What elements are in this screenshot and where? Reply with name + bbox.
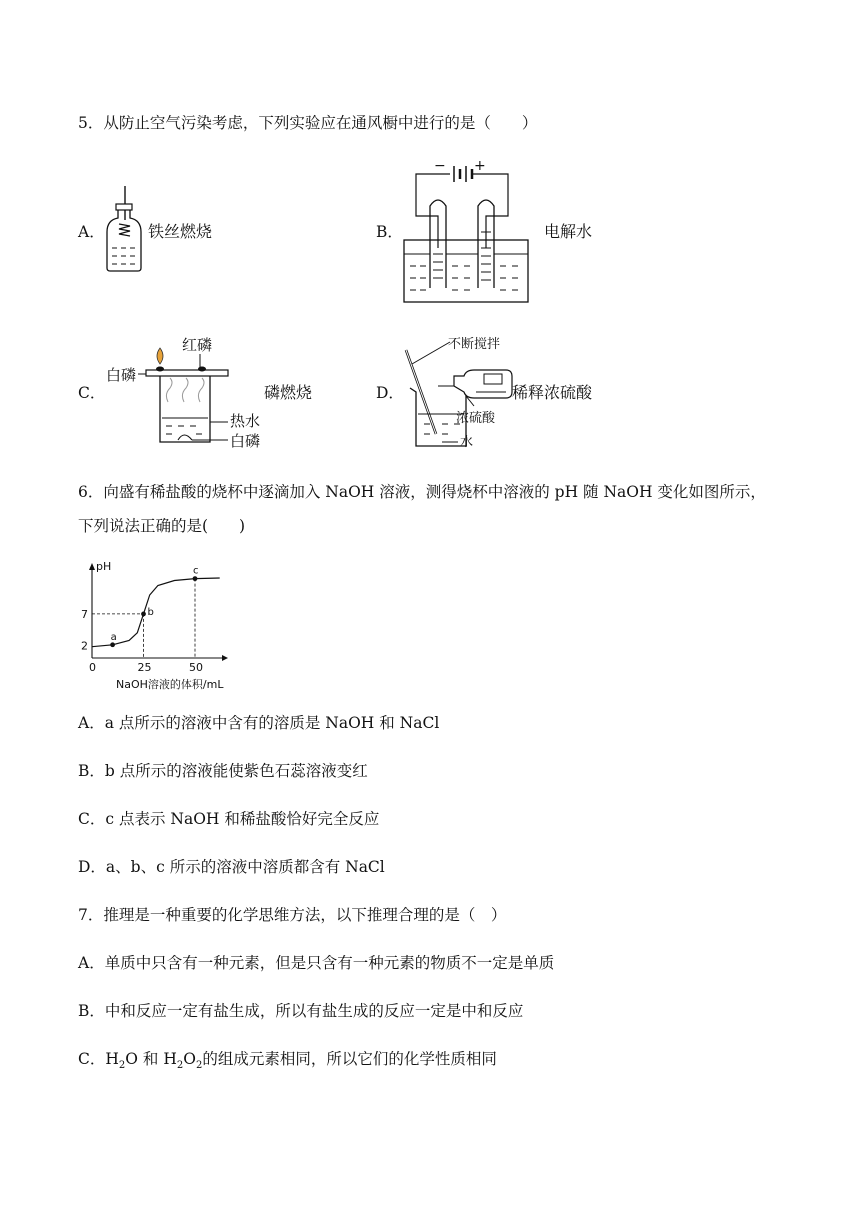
q5-option-a-letter: A． (78, 223, 105, 241)
water-label: 水 (460, 435, 474, 450)
water-electrolysis-figure (402, 158, 534, 304)
q5-option-c-caption: 磷燃烧 (264, 383, 313, 402)
ph-curve-chart (76, 556, 236, 696)
q7-stem: 7．推理是一种重要的化学思维方法，以下推理合理的是（ ） (78, 906, 507, 924)
point-label-a: a (110, 631, 117, 643)
phosphorus-combustion-figure (104, 330, 284, 452)
q5-option-d-letter: D． (376, 384, 404, 402)
q7-c-sub3: 2 (195, 1060, 203, 1072)
q6-stem-line1: 6．向盛有稀盐酸的烧杯中逐滴加入 NaOH 溶液，测得烧杯中溶液的 pH 随 NaOH 变化如图所示， (78, 483, 766, 501)
point-label-b: b (147, 606, 154, 618)
q7-c-suffix: 的组成元素相同，所以它们的化学性质相同 (202, 1050, 497, 1068)
chart-ylabel: pH (96, 560, 112, 573)
q5-option-c-letter: C． (78, 384, 106, 402)
hot-water-label: 热水 (230, 412, 261, 430)
q7-option-b: B．中和反应一定有盐生成，所以有盐生成的反应一定是中和反应 (78, 1002, 524, 1020)
white-phosphorus-bottom-label: 白磷 (230, 432, 261, 450)
y-tick-label: 7 (81, 607, 88, 621)
point-b (141, 612, 146, 617)
x-axis-arrow (222, 655, 228, 661)
q6-option-d: D．a、b、c 所示的溶液中溶质都含有 NaCl (78, 858, 385, 876)
white-phosphorus-top-label: 白磷 (106, 366, 137, 384)
q7-option-a: A．单质中只含有一种元素，但是只含有一种元素的物质不一定是单质 (78, 954, 555, 972)
q7-c-sub2: 2 (176, 1060, 184, 1072)
point-label-c: c (193, 565, 199, 577)
q7-c-prefix: C．H (78, 1050, 119, 1068)
y-axis-arrow (89, 563, 95, 570)
x-tick-label: 50 (189, 661, 203, 674)
conc-acid-label: 浓硫酸 (456, 411, 496, 426)
iron-wire-combustion-figure (104, 186, 154, 272)
stir-label: 不断搅拌 (448, 337, 501, 352)
chart-xlabel: NaOH溶液的体积/mL (116, 678, 224, 691)
q7-option-c (78, 1049, 497, 1076)
q6-option-b: B．b 点所示的溶液能使紫色石蕊溶液变红 (78, 762, 368, 780)
q7-c-mid2: O (183, 1050, 196, 1068)
q6-stem-line2: 下列说法正确的是( ) (78, 517, 246, 535)
q7-c-sub1: 2 (118, 1060, 126, 1072)
x-tick-label: 0 (89, 661, 96, 674)
dilute-sulfuric-acid-figure (402, 334, 518, 450)
point-c (193, 576, 198, 581)
q6-option-a: A．a 点所示的溶液中含有的溶质是 NaOH 和 NaCl (78, 714, 440, 732)
q7-c-mid1: O 和 H (125, 1050, 177, 1068)
y-tick-label: 2 (81, 639, 88, 653)
x-tick-label: 25 (137, 661, 152, 674)
q5-option-a-caption: 铁丝燃烧 (148, 222, 213, 241)
q5-option-b-caption: 电解水 (544, 222, 593, 241)
point-a (110, 642, 115, 647)
battery-minus-sign: − (434, 158, 446, 174)
q6-option-c: C．c 点表示 NaOH 和稀盐酸恰好完全反应 (78, 810, 380, 828)
q5-option-d-caption: 稀释浓硫酸 (512, 383, 593, 402)
battery-plus-sign: + (474, 158, 486, 174)
red-phosphorus-label: 红磷 (182, 336, 213, 354)
q5-option-b-letter: B． (376, 223, 403, 241)
q5-stem: 5．从防止空气污染考虑，下列实验应在通风橱中进行的是（ ） (78, 114, 538, 132)
